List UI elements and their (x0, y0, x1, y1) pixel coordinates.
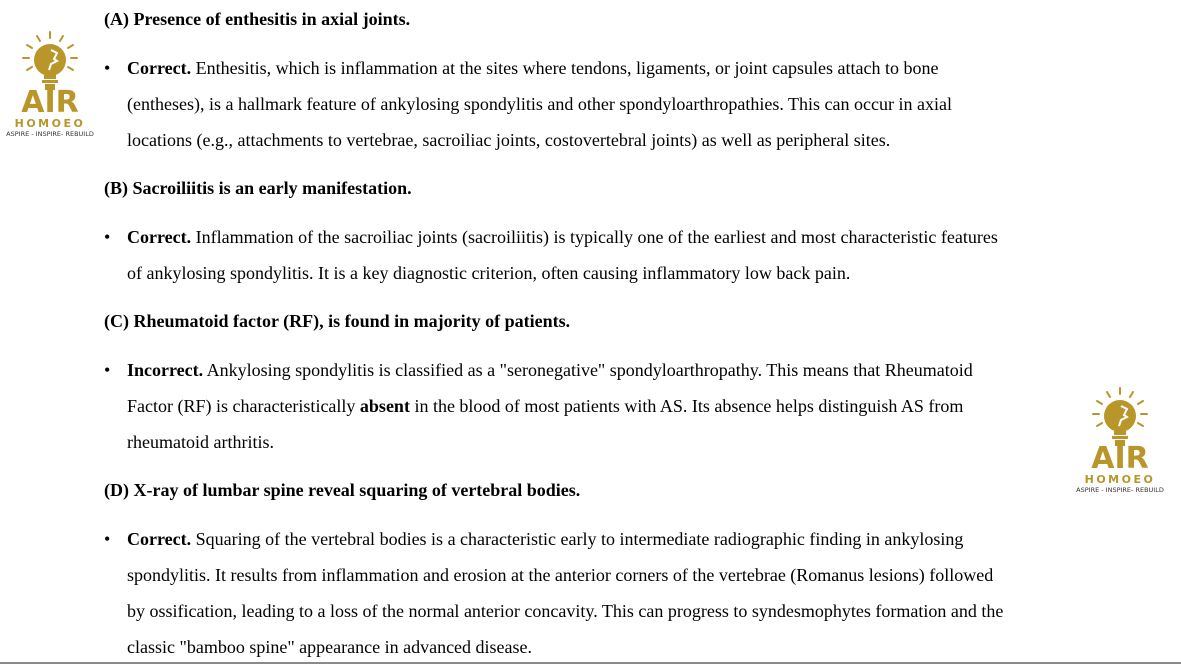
line: by ossification, leading to a loss of the normal anterior concavity. This can progress to syndesmophytes formation and the (127, 601, 1004, 621)
bottom-divider (0, 662, 1181, 664)
verdict: Incorrect. (127, 360, 204, 380)
line: Squaring of the vertebral bodies is a characteristic early to intermediate radiographic finding in ankylosing (191, 529, 964, 549)
brand-tagline: ASPIRE - INSPIRE- REBUILD (1076, 486, 1164, 494)
bullet-icon: • (104, 360, 111, 380)
option-c-explanation (104, 352, 1104, 460)
line: (entheses), is a hallmark feature of ankylosing spondylitis and other spondyloarthropathies. This can occur in axial (127, 94, 952, 114)
option-d-heading: (D) X-ray of lumbar spine reveal squaring of vertebral bodies. (104, 480, 581, 500)
option-b-explanation (104, 219, 1104, 291)
option-d-explanation (104, 521, 1104, 665)
line: locations (e.g., attachments to vertebrae, sacroiliac joints, costovertebral joints) as well as peripheral sites. (127, 130, 891, 150)
option-a-explanation (104, 50, 1104, 158)
line: Enthesitis, which is inflammation at the sites where tendons, ligaments, or joint capsules attach to bone (191, 58, 939, 78)
logo-text: AIR (1091, 441, 1149, 476)
bullet-icon: • (104, 58, 111, 78)
brand-logo-top-left (0, 30, 100, 139)
verdict: Correct. (127, 529, 192, 549)
line: Inflammation of the sacroiliac joints (sacroiliitis) is typically one of the earliest and most characteristic features (191, 227, 998, 247)
line: of ankylosing spondylitis. It is a key diagnostic criterion, often causing inflammatory low back pain. (127, 263, 851, 283)
brand-tagline: ASPIRE - INSPIRE- REBUILD (6, 130, 94, 138)
bullet-icon: • (104, 529, 111, 549)
line: Ankylosing spondylitis is classified as a "seronegative" spondyloarthropathy. This means that Rheumatoid (203, 360, 973, 380)
brand-name: HOMOEO (1084, 473, 1156, 486)
bullet-icon: • (104, 227, 111, 247)
line: Factor (RF) is characteristically (127, 396, 360, 416)
lightbulb-icon (15, 30, 85, 92)
option-a-heading: (A) Presence of enthesitis in axial joints. (104, 9, 411, 29)
line: in the blood of most patients with AS. Its absence helps distinguish AS from (409, 396, 964, 416)
brand-name: HOMOEO (14, 117, 86, 130)
option-b-heading: (B) Sacroiliitis is an early manifestation. (104, 178, 412, 198)
option-c-heading: (C) Rheumatoid factor (RF), is found in majority of patients. (104, 311, 571, 331)
verdict: Correct. (127, 58, 192, 78)
logo-text: AIR (21, 85, 79, 120)
line: spondylitis. It results from inflammation and erosion at the anterior corners of the vertebrae (Romanus lesions) followed (127, 565, 994, 585)
verdict: Correct. (127, 227, 192, 247)
emphasis: absent (359, 396, 410, 416)
line: rheumatoid arthritis. (127, 432, 274, 452)
line: classic "bamboo spine" appearance in advanced disease. (127, 637, 533, 657)
